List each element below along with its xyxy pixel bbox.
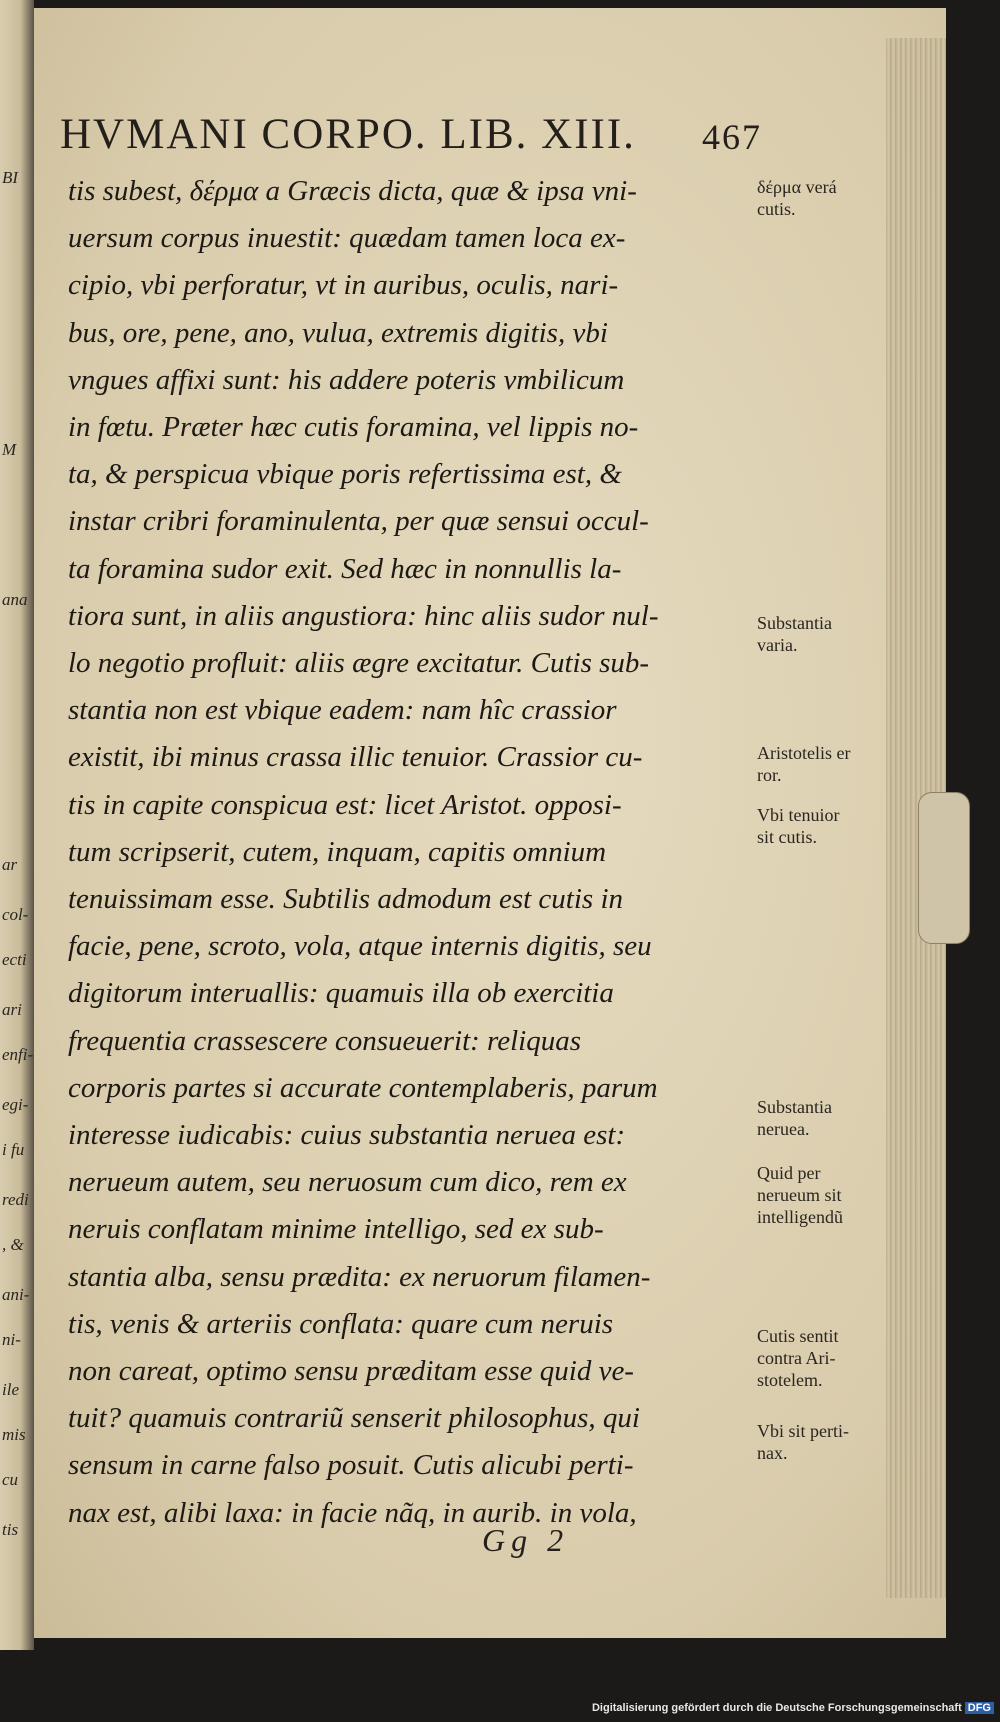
text-line: vngues affixi sunt: his addere poteris vmbilicum	[68, 363, 625, 396]
margin-note-line: stotelem.	[757, 1370, 823, 1390]
text-line: cipio, vbi perforatur, vt in auribus, oculis, nari-	[68, 269, 619, 302]
text-line: interesse iudicabis: cuius substantia neruea est:	[68, 1119, 626, 1152]
text-line: sensum in carne falso posuit. Cutis alicubi perti-	[68, 1449, 634, 1482]
text-line: tis subest, δέρμα a Græcis dicta, quæ & ipsa vni-	[68, 175, 637, 207]
text-line: uersum corpus inuestit: quædam tamen loca ex-	[68, 222, 626, 255]
left-fragment: cu	[2, 1470, 19, 1489]
text-line: tis, venis & arteriis conflata: quare cum neruis	[68, 1307, 614, 1340]
left-fragment: ecti	[2, 950, 27, 969]
left-fragment: ani-	[2, 1285, 30, 1304]
text-line: lo negotio profluit: aliis ægre excitatur. Cutis sub-	[68, 647, 650, 680]
margin-note-line: contra Ari-	[757, 1348, 836, 1368]
margin-note	[757, 1162, 843, 1228]
margin-note-line: Substantia	[757, 613, 832, 633]
margin-note-line: nax.	[757, 1443, 788, 1463]
left-fragment: ni-	[2, 1330, 21, 1349]
text-line: tis in capite conspicua est: licet Aristot. opposi-	[68, 788, 622, 821]
text-line: tenuissimam esse. Subtilis admodum est cutis in	[68, 883, 624, 916]
margin-note-line: varia.	[757, 635, 798, 655]
margin-note	[757, 1096, 832, 1140]
text-line: tum scripserit, cutem, inquam, capitis omnium	[68, 835, 607, 868]
dfg-logo: DFG	[965, 1702, 994, 1714]
margin-note	[757, 804, 840, 848]
signature-mark: Gg 2	[482, 1522, 570, 1558]
margin-note	[757, 1420, 849, 1464]
text-line: facie, pene, scroto, vola, atque internis digitis, seu	[68, 930, 652, 963]
margin-note-line: Vbi tenuior	[757, 805, 840, 825]
margin-note	[757, 176, 837, 220]
text-line: stantia alba, sensu prædita: ex neruorum filamen-	[68, 1260, 651, 1293]
text-line: existit, ibi minus crassa illic tenuior. Crassior cu-	[68, 741, 643, 774]
margin-note-line: Aristotelis er	[757, 743, 851, 763]
left-page-edge	[0, 0, 34, 1650]
text-line: nerueum autem, seu neruosum cum dico, rem ex	[68, 1166, 627, 1199]
left-fragment: mis	[2, 1425, 26, 1444]
margin-note-line: Vbi sit perti-	[757, 1421, 849, 1441]
margin-note-line: sit cutis.	[757, 827, 818, 847]
left-fragment: ile	[2, 1380, 19, 1399]
left-fragment: ari	[2, 1000, 22, 1019]
margin-note-line: ror.	[757, 765, 782, 785]
running-title: HVMANI CORPO. LIB. XIII.	[60, 111, 636, 158]
margin-note-line: Cutis sentit	[757, 1326, 839, 1346]
left-fragment: col-	[2, 905, 29, 924]
margin-note-line: Substantia	[757, 1097, 832, 1117]
margin-note-line: intelligendũ	[757, 1207, 843, 1227]
left-page-fragments	[2, 0, 32, 1650]
left-fragment: , &	[2, 1235, 24, 1254]
text-line: ta, & perspicua vbique poris refertissima est, &	[68, 458, 622, 491]
left-fragment: tis	[2, 1520, 19, 1539]
text-line: digitorum interuallis: quamuis illa ob exercitia	[68, 977, 614, 1010]
margin-note	[757, 612, 832, 656]
left-fragment: redi	[2, 1190, 29, 1209]
text-line: tuit? quamuis contrariũ senserit philosophus, qui	[68, 1402, 640, 1435]
margin-note-line: neruea.	[757, 1119, 810, 1139]
left-fragment: M	[2, 440, 17, 459]
text-line: stantia non est vbique eadem: nam hîc crassior	[68, 694, 617, 727]
margin-note-line: cutis.	[757, 199, 796, 219]
text-line: tiora sunt, in aliis angustiora: hinc aliis sudor nul-	[68, 599, 659, 632]
margin-note	[757, 1325, 839, 1391]
text-line: in fœtu. Præter hæc cutis foramina, vel lippis no-	[68, 411, 639, 444]
page-number: 467	[702, 117, 762, 157]
text-line: instar cribri foraminulenta, per quæ sensui occul-	[68, 505, 649, 538]
margin-note-line: Quid per	[757, 1163, 821, 1183]
left-fragment: ar	[2, 855, 18, 874]
left-fragment: i fu	[2, 1140, 25, 1159]
margin-note	[757, 742, 850, 786]
credit-text: Digitalisierung gefördert durch die Deutsche Forschungsgemeinschaft	[591, 1702, 962, 1714]
main-text	[68, 168, 768, 1537]
running-header	[60, 110, 760, 159]
left-fragment: enfi-	[2, 1045, 34, 1064]
text-line: corporis partes si accurate contemplaberis, parum	[68, 1071, 658, 1104]
left-fragment: ana	[2, 590, 28, 609]
left-fragment: BI	[2, 168, 19, 187]
digitization-credit	[592, 1702, 994, 1714]
margin-note-line: δέρμα verá	[757, 177, 837, 197]
margin-note-line: nerueum sit	[757, 1185, 842, 1205]
left-fragment: egi-	[2, 1095, 29, 1114]
text-line: nax est, alibi laxa: in facie nãq, in aurib. in vola,	[68, 1496, 637, 1529]
text-line: bus, ore, pene, ano, vulua, extremis digitis, vbi	[68, 316, 608, 349]
text-line: ta foramina sudor exit. Sed hæc in nonnullis la-	[68, 552, 622, 585]
text-line: non careat, optimo sensu præditam esse quid ve-	[68, 1355, 634, 1388]
text-line: neruis conflatam minime intelligo, sed ex sub-	[68, 1213, 604, 1246]
page-clip	[918, 792, 970, 944]
text-line: frequentia crassescere consueuerit: reliquas	[68, 1024, 582, 1057]
